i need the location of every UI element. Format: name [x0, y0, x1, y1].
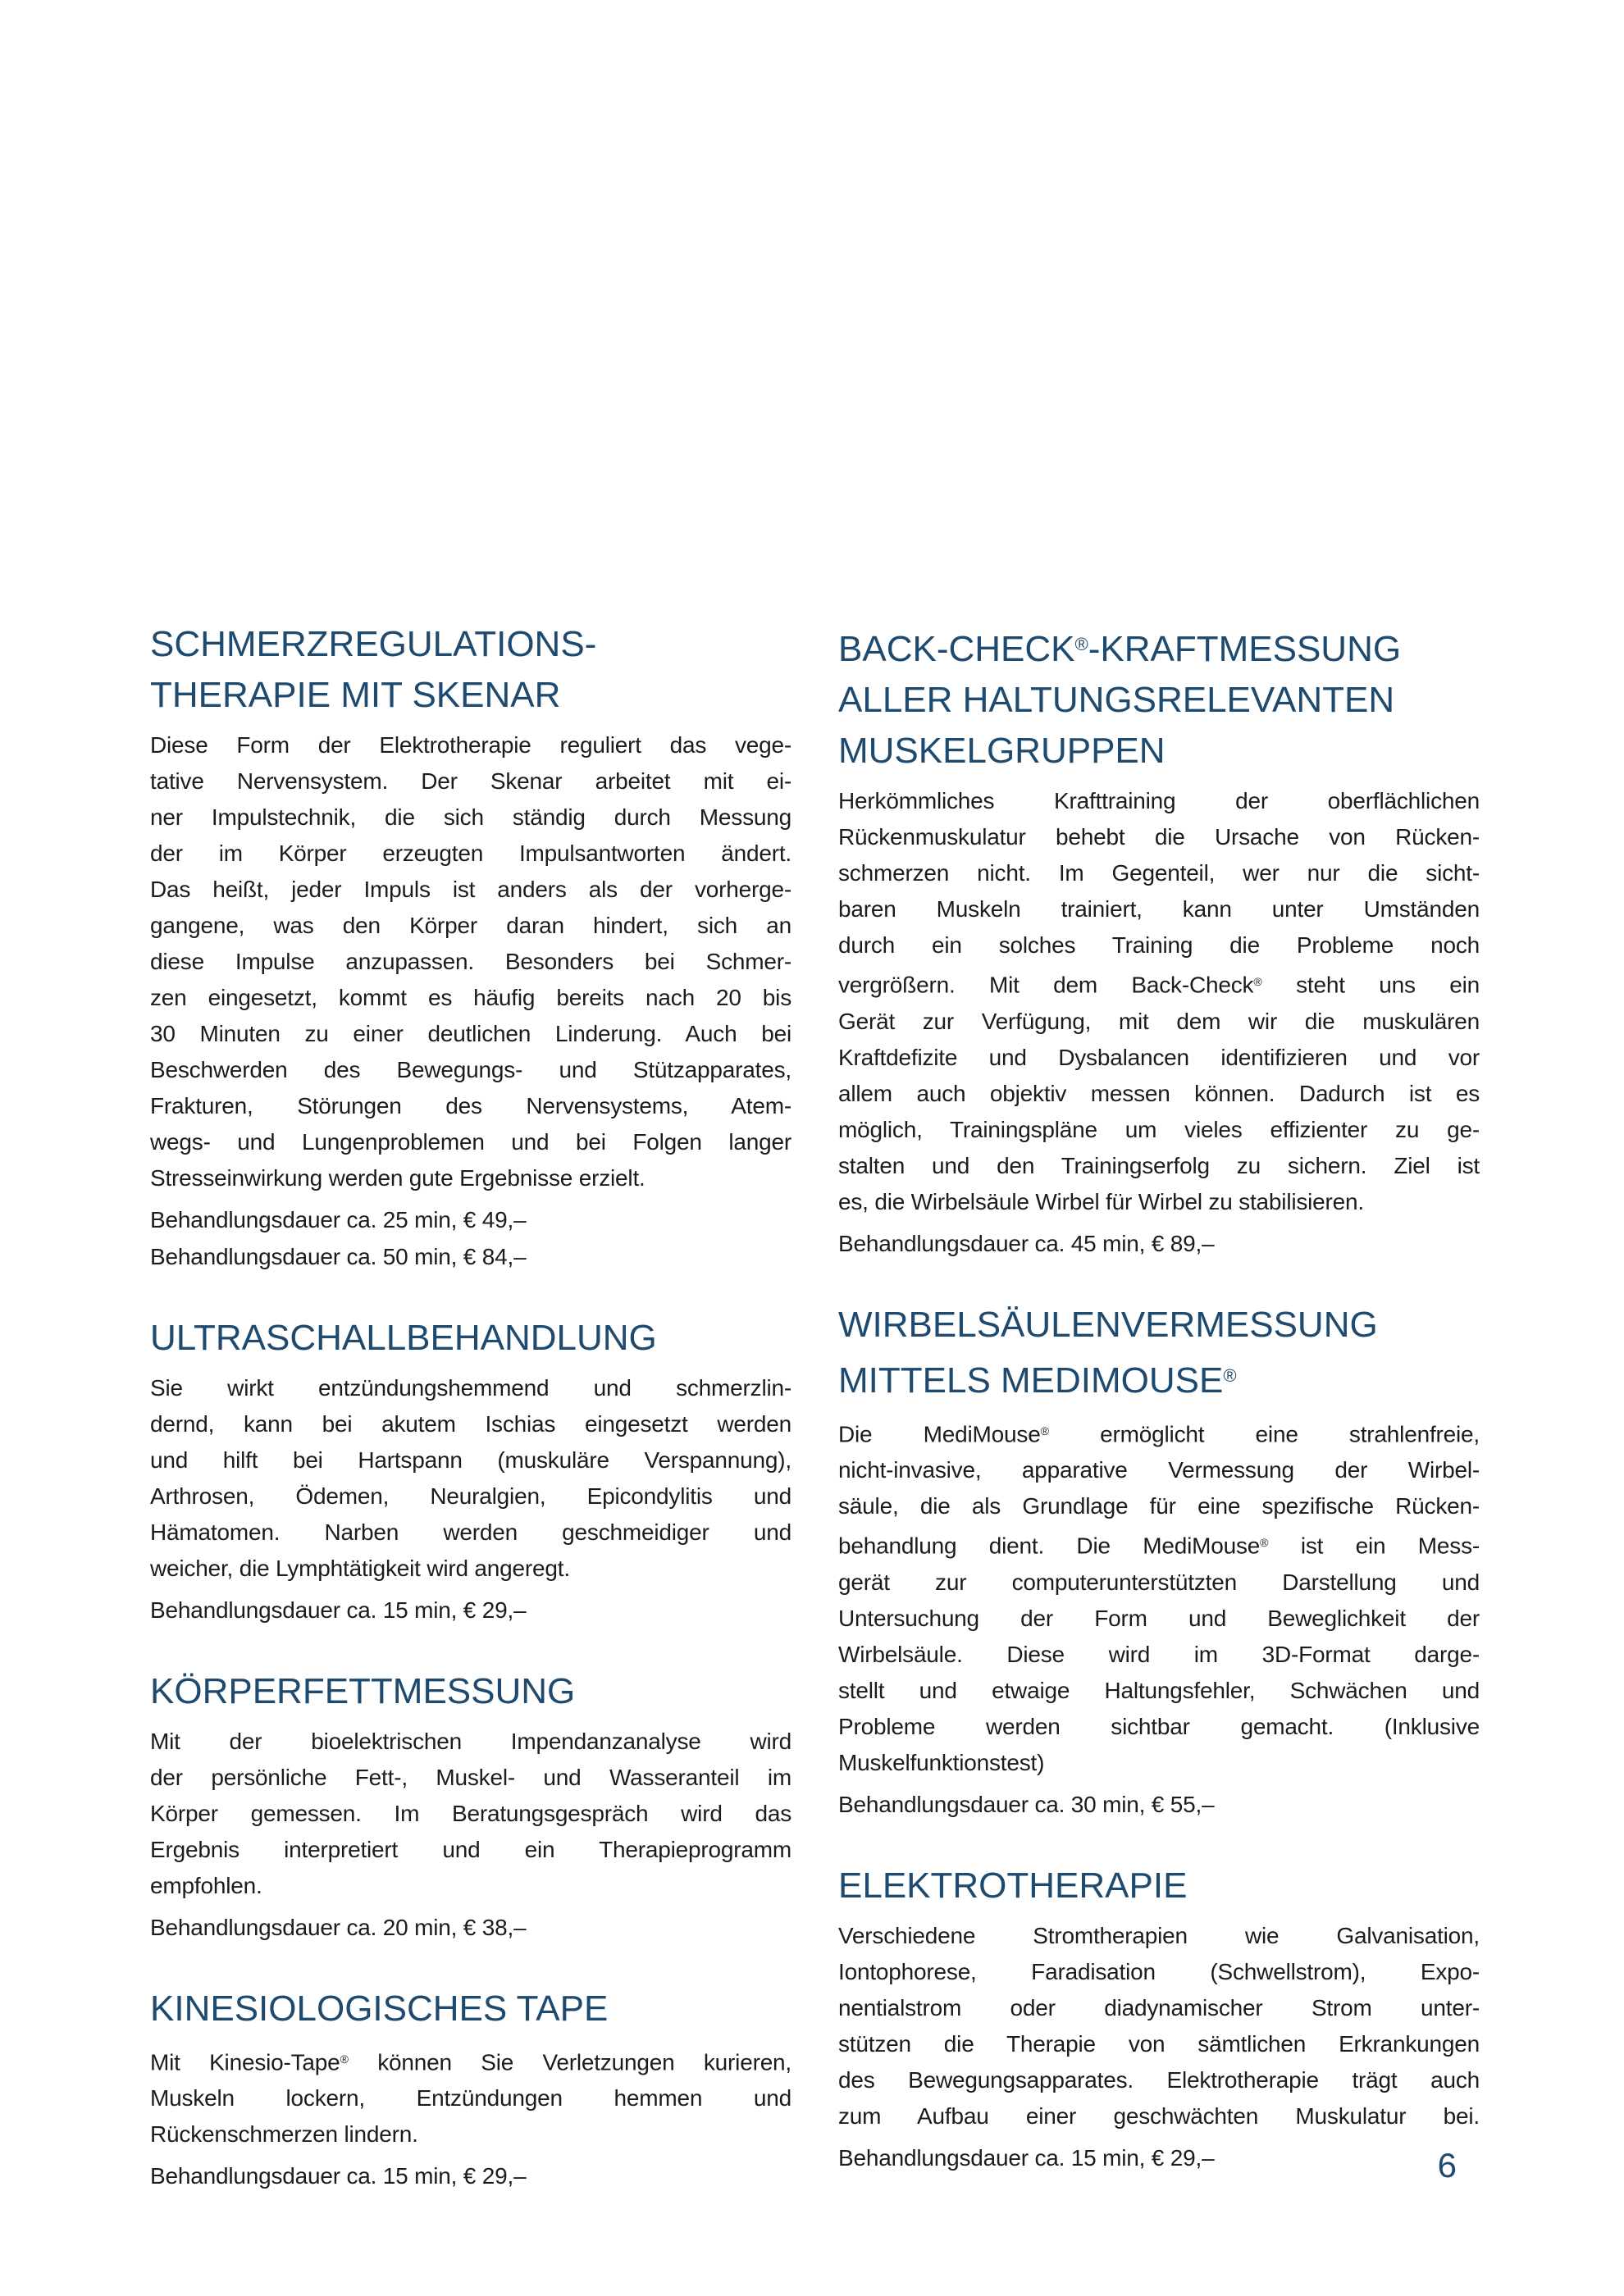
section-body [150, 2041, 791, 2152]
body-line: empfohlen. [150, 1873, 262, 1898]
duration-price-line: Behandlungsdauer ca. 25 min, € 49,– [150, 1207, 527, 1232]
column-left [150, 619, 791, 2194]
section-body [838, 1413, 1480, 1781]
section-heading [150, 1984, 791, 2034]
body-line: Hämatomen. Narben werden geschmeidiger und [150, 1519, 791, 1545]
treatment-section [838, 619, 1480, 1262]
body-line: Rückenschmerzen lindern. [150, 2121, 418, 2148]
section-heading-line: MITTELS MEDIMOUSE® [838, 1360, 1237, 1401]
body-line: Mit Kinesio-Tape® können Sie Verletzungen kurieren, [150, 2049, 792, 2075]
body-line: nentialstrom oder diadynamischer Strom unter- [838, 1994, 1480, 2020]
body-line: dernd, kann bei akutem Ischias eingesetzt werden [150, 1411, 791, 1437]
section-body [150, 1724, 791, 1904]
section-body [150, 727, 791, 1196]
section-heading [838, 619, 1480, 777]
body-line: der im Körper erzeugten Impulsantworten ändert. [150, 840, 791, 866]
body-line: Untersuchung der Form und Beweglichkeit der [838, 1605, 1480, 1631]
section-heading-line: MUSKELGRUPPEN [838, 731, 1166, 772]
body-line: der persönliche Fett-, Muskel- und Wasseranteil im [150, 1765, 791, 1790]
body-line: Beschwerden des Bewegungs- und Stützapparates, [150, 1057, 791, 1082]
section-heading-line: ALLER HALTUNGSRELEVANTEN [838, 680, 1395, 721]
body-line: Stresseinwirkung werden gute Ergebnisse erzielt. [150, 1165, 645, 1191]
body-line: weicher, die Lymphtätigkeit wird angeregt. [150, 1556, 570, 1581]
body-line: Gerät zur Verfügung, mit dem wir die muskulären [838, 1008, 1480, 1034]
body-line: Diese Form der Elektrotherapie reguliert das vege- [150, 732, 791, 758]
body-line: des Bewegungsapparates. Elektrotherapie trägt auch [838, 2066, 1480, 2093]
body-line: Das heißt, jeder Impuls ist anders als der vorherge- [150, 877, 791, 902]
body-line: es, die Wirbelsäule Wirbel für Wirbel zu stabilisieren. [838, 1188, 1364, 1214]
registered-trademark: ® [1260, 1536, 1269, 1550]
duration-price-line: Behandlungsdauer ca. 45 min, € 89,– [838, 1230, 1215, 1256]
body-line: gerät zur computerunterstützten Darstellung und [838, 1569, 1480, 1595]
body-line: allem auch objektiv messen können. Dadurch ist es [838, 1080, 1480, 1106]
body-line: vergrößern. Mit dem Back-Check® steht uns ein [838, 972, 1480, 998]
body-line: behandlung dient. Die MediMouse® ist ein Mess- [838, 1533, 1480, 1559]
section-heading-line: KÖRPERFETTMESSUNG [150, 1671, 576, 1711]
body-line: Probleme werden sichtbar gemacht. (Inklusive [838, 1713, 1480, 1739]
body-line: Mit der bioelektrischen Impendanzanalyse wird [150, 1729, 791, 1754]
section-heading [150, 1666, 791, 1717]
section-body [838, 783, 1480, 1219]
duration-price-line: Behandlungsdauer ca. 50 min, € 84,– [150, 1244, 527, 1269]
treatment-section [150, 1313, 791, 1629]
section-heading [838, 1861, 1480, 1911]
body-line: stalten und den Trainingserfolg zu sichern. Ziel ist [838, 1152, 1480, 1178]
section-heading-line: SCHMERZREGULATIONS- [150, 624, 597, 664]
treatment-section [150, 619, 791, 1275]
registered-trademark: ® [1223, 1364, 1237, 1386]
duration-price-line: Behandlungsdauer ca. 15 min, € 29,– [150, 2163, 527, 2189]
body-line: ner Impulstechnik, die sich ständig durch Messung [150, 804, 791, 830]
body-line: stellt und etwaige Haltungsfehler, Schwächen und [838, 1677, 1480, 1703]
body-line: Wirbelsäule. Diese wird im 3D-Format darge- [838, 1641, 1480, 1667]
body-line: wegs- und Lungenproblemen und bei Folgen langer [150, 1129, 791, 1155]
body-line: Herkömmliches Krafttraining der oberflächlichen [838, 788, 1480, 814]
body-line: säule, die als Grundlage für eine spezifische Rücken- [838, 1493, 1480, 1519]
body-line: Iontophorese, Faradisation (Schwellstrom), Expo- [838, 1958, 1480, 1984]
body-line: durch ein solches Training die Probleme noch [838, 932, 1480, 959]
duration-price-line: Behandlungsdauer ca. 15 min, € 29,– [150, 1597, 527, 1623]
section-heading [150, 619, 791, 721]
body-line: Muskeln lockern, Entzündungen hemmen und [150, 2085, 791, 2112]
body-line: Verschiedene Stromtherapien wie Galvanisation, [838, 1922, 1480, 1948]
two-column-layout [150, 619, 1480, 2194]
registered-trademark: ® [1074, 634, 1088, 654]
body-line: 30 Minuten zu einer deutlichen Linderung. Auch bei [150, 1021, 791, 1046]
body-line: gangene, was den Körper daran hindert, sich an [150, 913, 791, 938]
section-heading-line: ELEKTROTHERAPIE [838, 1865, 1188, 1906]
body-line: Körper gemessen. Im Beratungsgespräch wird das [150, 1801, 791, 1826]
body-line: Arthrosen, Ödemen, Neuralgien, Epicondylitis und [150, 1483, 791, 1509]
registered-trademark: ® [340, 2052, 349, 2066]
body-line: Frakturen, Störungen des Nervensystems, Atem- [150, 1093, 791, 1118]
body-line: nicht-invasive, apparative Vermessung der Wirbel- [838, 1457, 1480, 1483]
section-heading-line: WIRBELSÄULENVERMESSUNG [838, 1304, 1378, 1345]
section-heading-line: THERAPIE MIT SKENAR [150, 675, 561, 715]
section-heading-line: BACK-CHECK®-KRAFTMESSUNG [838, 629, 1402, 670]
body-line: tative Nervensystem. Der Skenar arbeitet mit ei- [150, 768, 791, 794]
body-line: Rückenmuskulatur behebt die Ursache von Rücken- [838, 824, 1480, 850]
treatment-section [838, 1300, 1480, 1823]
body-line: und hilft bei Hartspann (muskuläre Verspannung), [150, 1447, 791, 1473]
duration-price-line: Behandlungsdauer ca. 30 min, € 55,– [838, 1791, 1215, 1817]
body-line: Ergebnis interpretiert und ein Therapieprogramm [150, 1837, 791, 1862]
body-line: möglich, Trainingspläne um vieles effizienter zu ge- [838, 1116, 1480, 1142]
column-right [838, 619, 1480, 2176]
section-body [838, 1918, 1480, 2176]
treatment-section [838, 1861, 1480, 2176]
duration-price-line: Behandlungsdauer ca. 15 min, € 29,– [838, 2144, 1215, 2171]
registered-trademark: ® [1253, 975, 1262, 989]
body-line: Muskelfunktionstest) [838, 1749, 1045, 1775]
treatment-section [150, 1666, 791, 1946]
section-heading [838, 1300, 1480, 1406]
section-body [150, 1370, 791, 1587]
body-line: stützen die Therapie von sämtlichen Erkrankungen [838, 2030, 1480, 2057]
body-line: Die MediMouse® ermöglicht eine strahlenfreie, [838, 1421, 1480, 1447]
page-number: 6 [1437, 2146, 1457, 2184]
section-heading-line: KINESIOLOGISCHES TAPE [150, 1988, 609, 2029]
section-heading-line: ULTRASCHALLBEHANDLUNG [150, 1318, 657, 1358]
body-line: Kraftdefizite und Dysbalancen identifizieren und vor [838, 1044, 1480, 1070]
body-line: zen eingesetzt, kommt es häufig bereits nach 20 bis [150, 985, 791, 1010]
registered-trademark: ® [1040, 1424, 1049, 1437]
section-heading [150, 1313, 791, 1364]
treatment-section [150, 1984, 791, 2194]
body-line: baren Muskeln trainiert, kann unter Umständen [838, 896, 1480, 922]
body-line: Sie wirkt entzündungshemmend und schmerzlin- [150, 1375, 791, 1401]
body-line: diese Impulse anzupassen. Besonders bei Schmer- [150, 949, 791, 974]
duration-price-line: Behandlungsdauer ca. 20 min, € 38,– [150, 1915, 527, 1940]
body-line: schmerzen nicht. Im Gegenteil, wer nur die sicht- [838, 860, 1480, 886]
body-line: zum Aufbau einer geschwächten Muskulatur bei. [838, 2102, 1480, 2129]
